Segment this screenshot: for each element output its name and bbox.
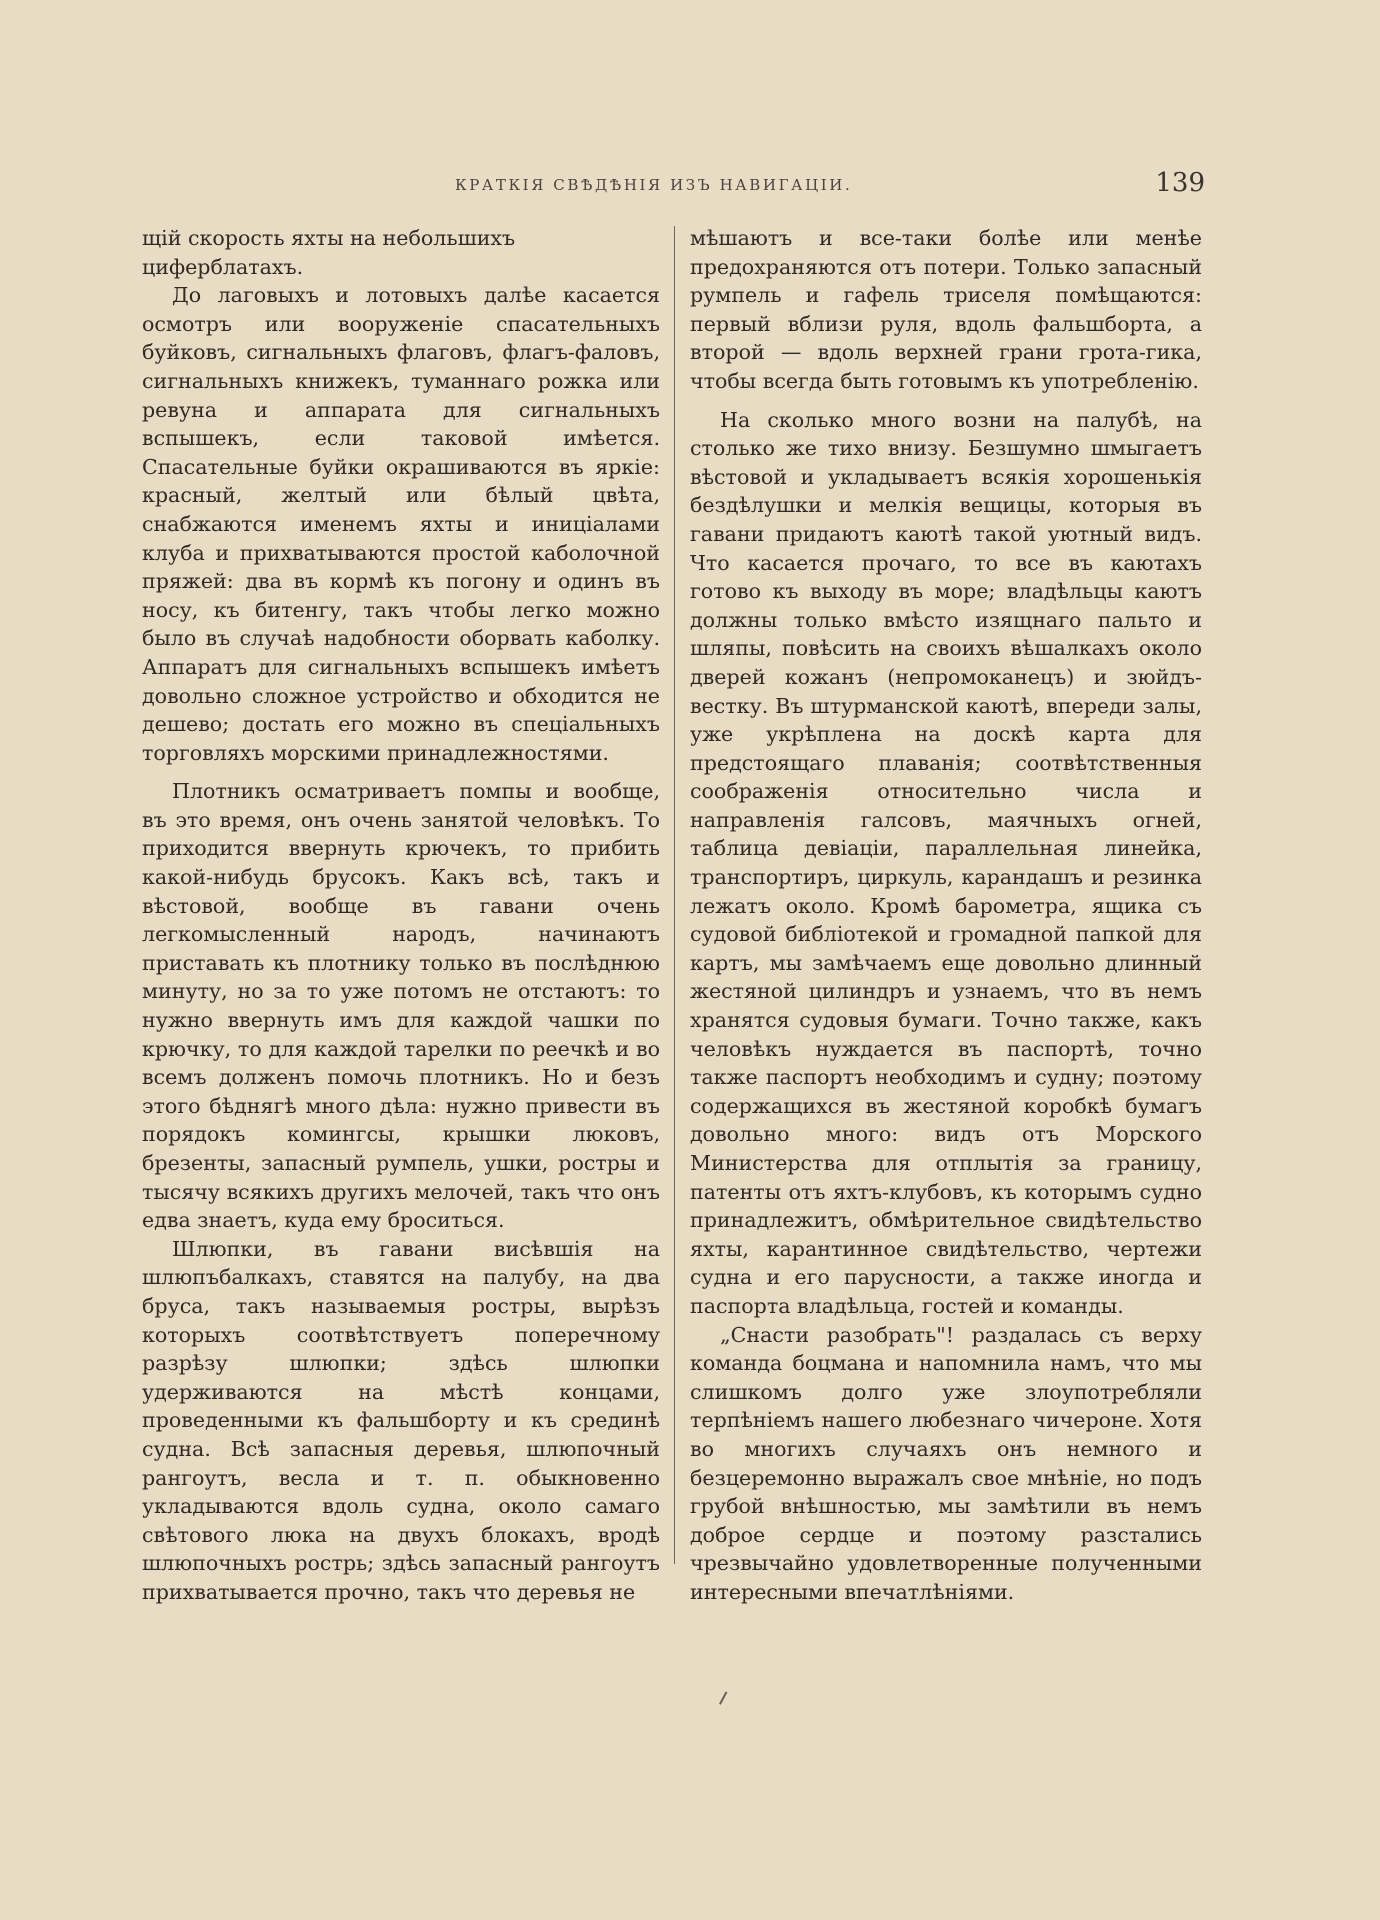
right-column (690, 224, 1202, 1607)
right-paragraph-1: мѣшаютъ и все-таки болѣе или менѣе предохраняются отъ потери. Только запасный румпель и гафель триселя помѣщаются: первый вблизи руля, вдоль фальшборта, а второй — вдоль верхней грани грота-гика, чтобы всегда быть готовымъ къ употребленію. (690, 226, 1202, 393)
right-paragraph-3: „Снасти разобрать"! раздалась съ верху команда боцмана и напомнила намъ, что мы слишкомъ долго уже злоупотребляли терпѣніемъ нашего любезнаго чичероне. Хотя во многихъ случаяхъ онъ немного и безцеремонно выражалъ свое мнѣніе, но подъ грубой внѣшностью, мы замѣтили въ немъ доброе сердце и поэтому разстались чрезвычайно удовлетворенные полученными интересными впечатлѣніями. (690, 1322, 1202, 1604)
page-header (140, 168, 1205, 204)
left-paragraph-4: Шлюпки, въ гавани висѣвшія на шлюпъбалкахъ, ставятся на палубу, на два бруса, такъ называемыя ростры, вырѣзъ которыхъ соотвѣтствуетъ поперечному разрѣзу шлюпки; здѣсь шлюпки удерживаются на мѣстѣ концами, проведенными къ фальшборту и къ срединѣ судна. Всѣ запасныя деревья, шлюпочный рангоутъ, весла и т. п. обыкновенно укладываются вдоль судна, около самаго свѣтового люка на двухъ блокахъ, вродѣ шлюпочныхъ рострь; здѣсь запасный рангоутъ прихватывается прочно, такъ что деревья не (142, 1236, 660, 1604)
page-number: 139 (1155, 168, 1205, 198)
left-paragraph-1: щій скорость яхты на небольшихъ циферблатахъ. (142, 226, 516, 279)
running-title: КРАТКІЯ СВѢДѢНІЯ ИЗЪ НАВИГАЦІИ. (455, 176, 853, 194)
left-paragraph-2: До лаговыхъ и лотовыхъ далѣе касается осмотръ или вооруженіе спасательныхъ буйковъ, сигнальныхъ флаговъ, флагъ-фаловъ, сигнальныхъ книжекъ, туманнаго рожка или ревуна и аппарата для сигнальныхъ вспышекъ, если таковой имѣется. Спасательные буйки окрашиваются въ яркіе: красный, желтый или бѣлый цвѣта, снабжаются именемъ яхты и иниціалами клуба и прихватываются простой каболочной пряжей: два въ кормѣ къ погону и одинъ въ носу, къ битенгу, такъ чтобы легко можно было въ случаѣ надобности оборвать каболку. Аппаратъ для сигнальныхъ вспышекъ имѣетъ довольно сложное устройство и обходится не дешево; достать его можно въ спеціальныхъ торговляхъ морскими принадлежностями. (142, 283, 660, 765)
right-paragraph-2: На сколько много возни на палубѣ, на столько же тихо внизу. Безшумно шмыгаетъ вѣстовой и укладываетъ всякія хорошенькія бездѣлушки и мелкія вещицы, которыя въ гавани придаютъ каютѣ такой уютный видъ. Что касается прочаго, то все въ каютахъ готово къ выходу въ море; владѣльцы каютъ должны только вмѣсто изящнаго пальто и шляпы, повѣсить на своихъ вѣшалкахъ около дверей кожанъ (непромоканецъ) и зюйдъ-вестку. Въ штурманской каютѣ, впереди залы, уже укрѣплена на доскѣ карта для предстоящаго плаванія; соотвѣтственныя соображенія относительно числа и направленія галсовъ, маячныхъ огней, таблица девіаціи, параллельная линейка, транспортиръ, циркуль, карандашъ и резинка лежатъ около. Кромѣ барометра, ящика съ судовой библіотекой и громадной папкой для картъ, мы замѣчаемъ еще довольно длинный жестяной цилиндръ и узнаемъ, что въ немъ хранятся судовыя бумаги. Точно также, какъ человѣкъ нуждается въ паспортѣ, точно также паспортъ необходимъ и судну; поэтому содержащихся въ жестяной коробкѣ бумагъ довольно много: видъ отъ Морского Министерства для отплытія за границу, патенты отъ яхтъ-клубовъ, къ которымъ судно принадлежитъ, обмѣрительное свидѣтельство яхты, карантинное свидѣтельство, чертежи судна и его парусности, а также иногда и паспорта владѣльца, гостей и команды. (690, 407, 1202, 1318)
left-paragraph-3: Плотникъ осматриваетъ помпы и вообще, въ это время, онъ очень занятой человѣкъ. То приходится ввернуть крючекъ, то прибить какой-нибудь брусокъ. Какъ всѣ, такъ и вѣстовой, вообще въ гавани очень легкомысленный народъ, начинаютъ приставать къ плотнику только въ послѣднюю минуту, но за то уже потомъ не отстаютъ: то нужно ввернуть имъ для каждой чашки по крючку, то для каждой тарелки по реечкѣ и во всемъ долженъ помочь плотникъ. Но и безъ этого бѣднягѣ много дѣла: нужно привести въ порядокъ комингсы, крышки люковъ, брезенты, запасный румпель, ушки, ростры и тысячу всякихъ другихъ мелочей, такъ что онъ едва знаетъ, куда ему броситься. (142, 779, 661, 1233)
ink-mark (719, 1691, 731, 1706)
left-column (142, 224, 660, 1607)
column-divider (674, 226, 675, 1564)
